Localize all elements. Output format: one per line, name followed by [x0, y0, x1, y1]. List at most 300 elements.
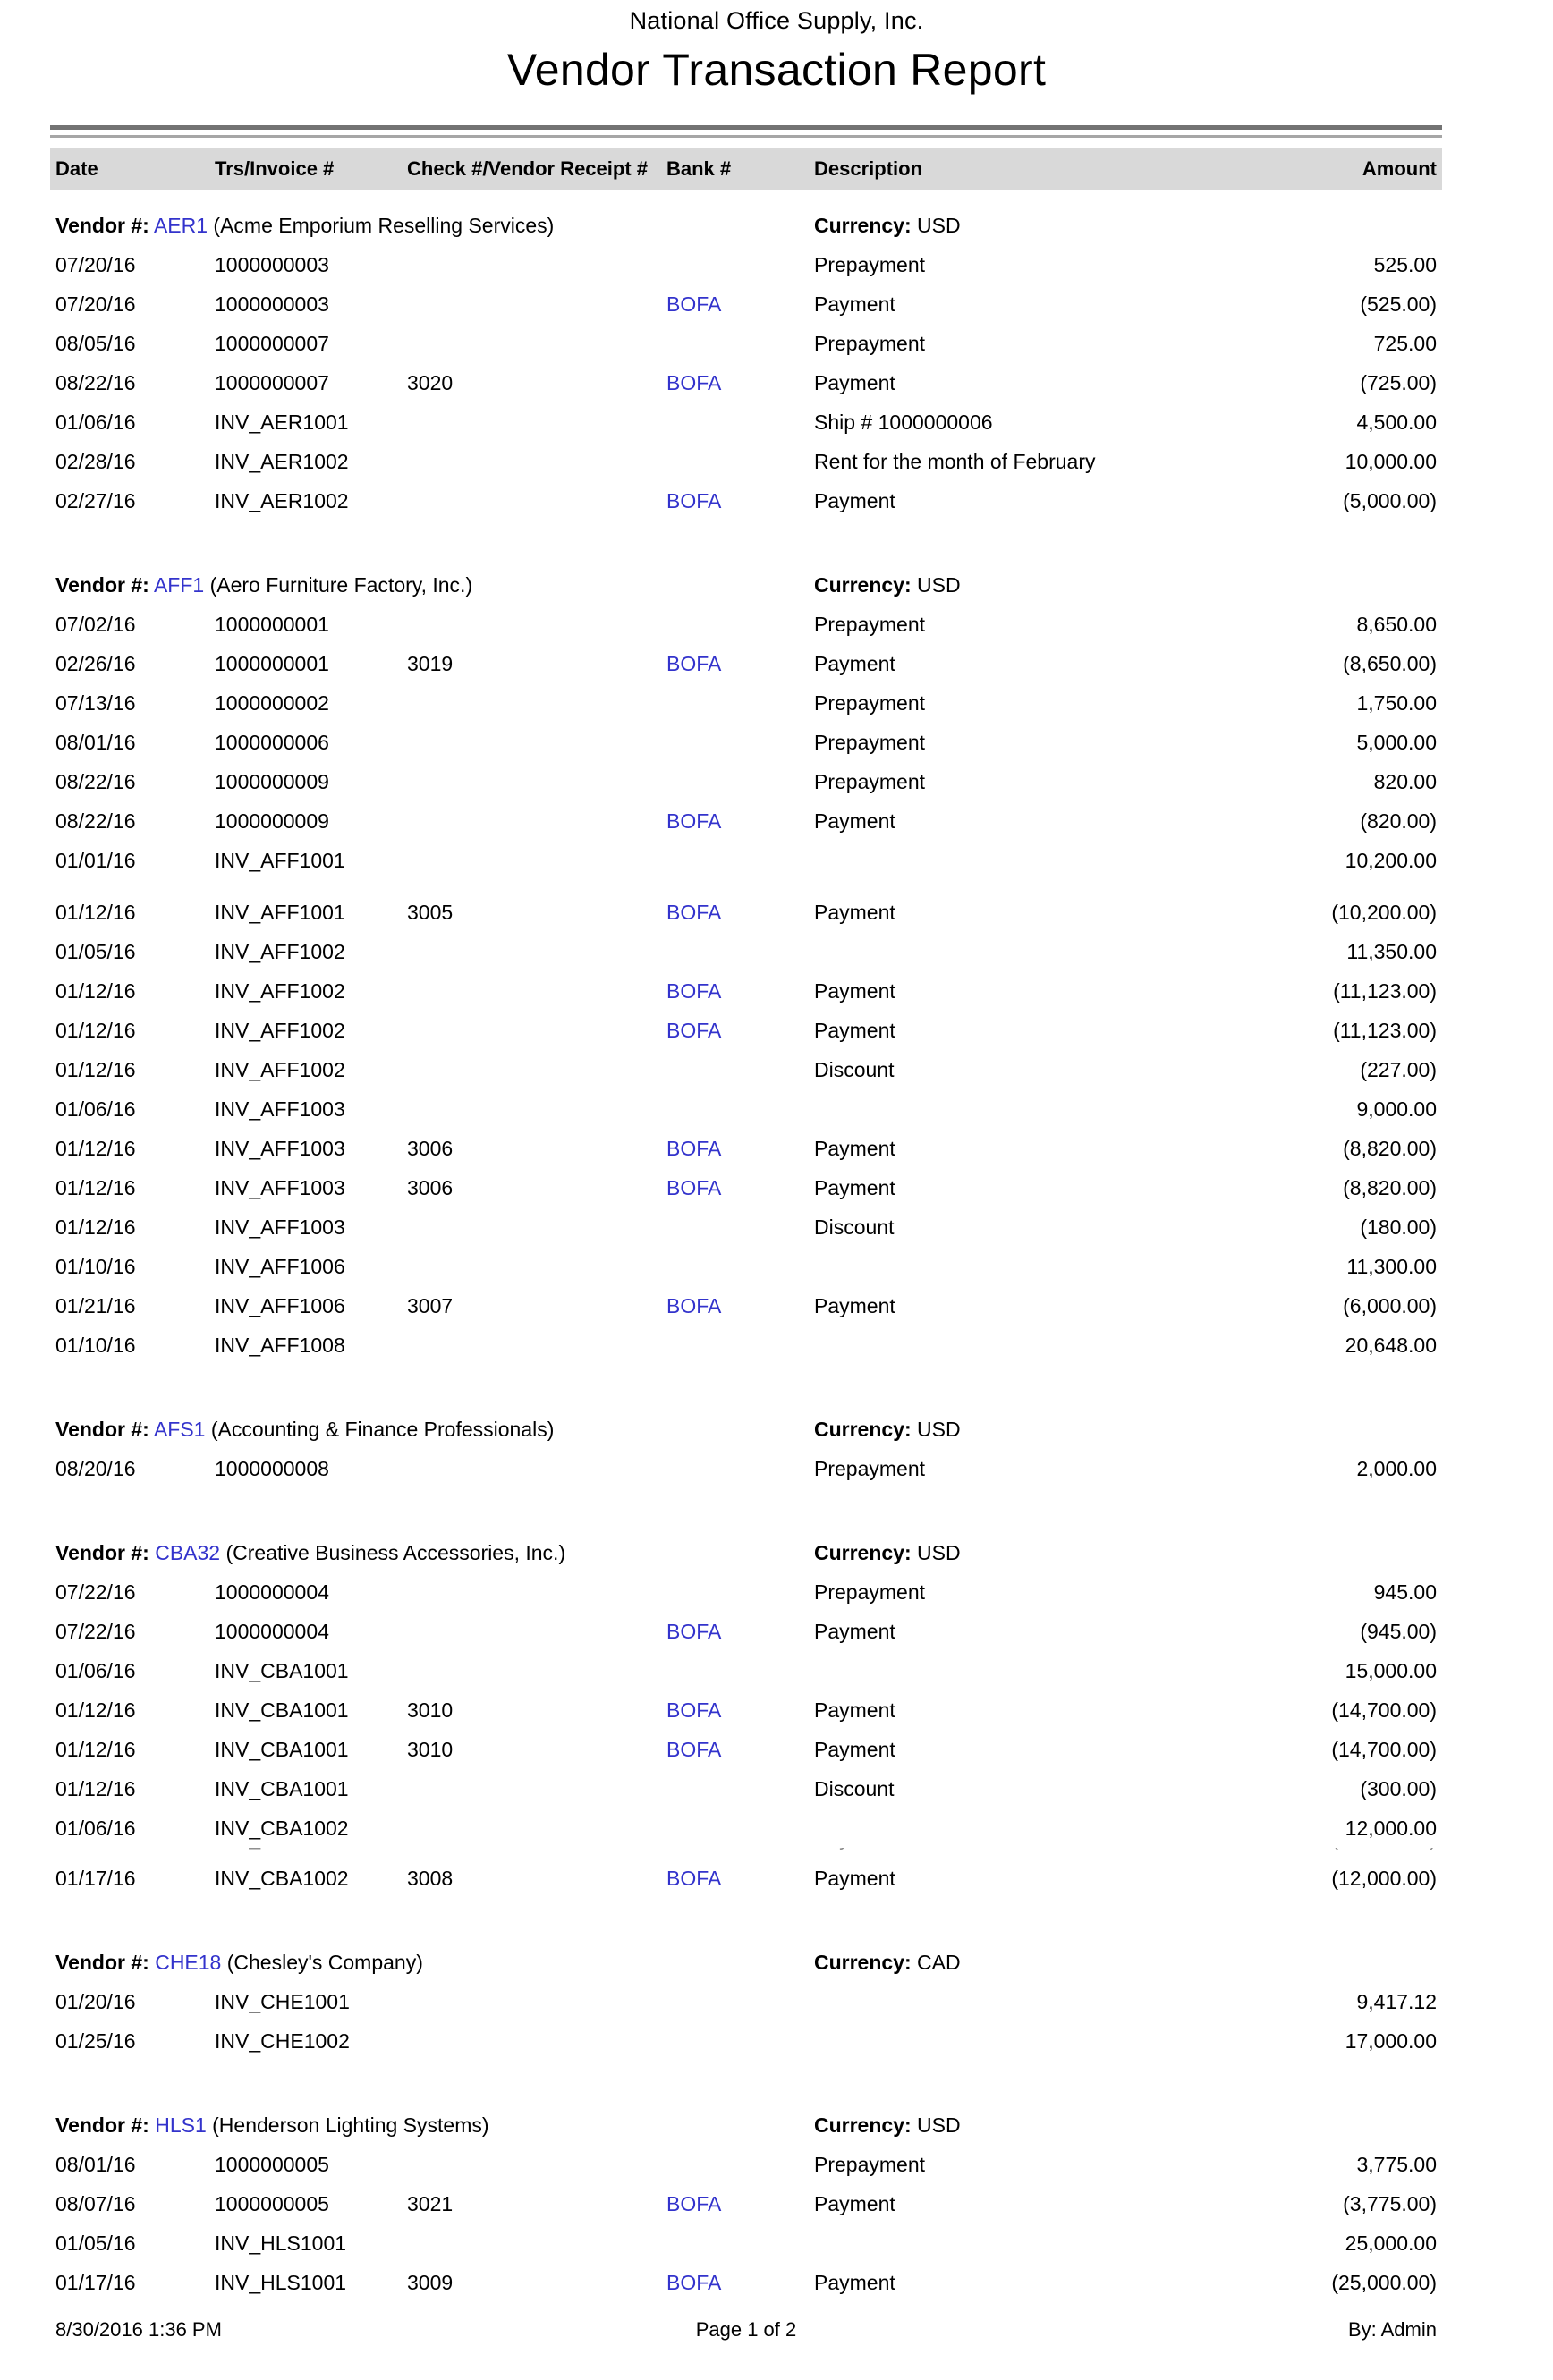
cell-date: 02/28/16 [55, 449, 136, 473]
cell-description: Ship # 1000000006 [814, 410, 993, 434]
cell-trs-invoice: 1000000004 [215, 1580, 329, 1604]
cell-date: 08/22/16 [55, 809, 136, 833]
column-header-trs-invoice: Trs/Invoice # [215, 157, 335, 180]
cell-amount: 3,775.00 [1356, 2152, 1437, 2176]
cell-description: Payment [814, 809, 895, 833]
cell-trs-invoice: INV_CHE1001 [215, 1989, 350, 2013]
currency-group [814, 214, 1442, 238]
transaction-row [50, 1690, 1442, 1730]
transaction-row [50, 1612, 1442, 1651]
cell-trs-invoice: INV_AFF1003 [215, 1215, 345, 1239]
column-header-date: Date [55, 157, 98, 180]
page-title: Vendor Transaction Report [506, 45, 1047, 95]
currency-code: USD [917, 2113, 961, 2137]
transaction-row [50, 1011, 1442, 1050]
bank-code-link[interactable]: BOFA [666, 1866, 722, 1890]
cell-date: 01/12/16 [55, 1175, 136, 1199]
cell-amount: (3,775.00) [1343, 2191, 1437, 2215]
cell-date: 08/20/16 [55, 1456, 136, 1480]
cell-trs-invoice: 1000000007 [215, 370, 329, 394]
cell-date: 08/22/16 [55, 370, 136, 394]
cell-description: Payment [814, 900, 895, 924]
currency-prefix-label: Currency: [814, 2113, 912, 2137]
cell-check-number: 3021 [407, 2191, 454, 2215]
bank-code-link[interactable]: BOFA [666, 1175, 722, 1199]
cell-trs-invoice: 1000000002 [215, 690, 329, 715]
currency-code: CAD [917, 1950, 961, 1974]
cell-amount: 5,000.00 [1356, 730, 1437, 754]
vendor-prefix-label: Vendor #: [55, 1950, 149, 1974]
footer-generated-by: By: Admin [1347, 2318, 1437, 2341]
cell-amount: 525.00 [1373, 252, 1437, 276]
cell-trs-invoice: 1000000005 [215, 2152, 329, 2176]
cell-amount: (945.00) [1360, 1619, 1437, 1643]
vendor-section [50, 1943, 1442, 2061]
transaction-row [50, 801, 1442, 841]
vendor-prefix-label: Vendor #: [55, 2113, 149, 2137]
cell-date: 01/12/16 [55, 1215, 136, 1239]
vendor-prefix-label: Vendor #: [55, 1540, 149, 1564]
transaction-row [50, 2263, 1442, 2302]
cell-bank [666, 292, 814, 317]
cell-amount [1120, 1848, 1442, 1851]
transaction-row [50, 1286, 1442, 1326]
cell-amount: 725.00 [1373, 331, 1437, 355]
vendor-header-row [50, 1533, 1442, 1572]
cell-trs-invoice: INV_AFF1006 [215, 1254, 345, 1278]
cell-description: Payment [814, 978, 895, 1003]
vendor-name: (Creative Business Accessories, Inc.) [225, 1540, 566, 1564]
cell-date: 02/26/16 [55, 651, 136, 675]
currency-prefix-label: Currency: [814, 1417, 912, 1441]
cell-check-number: 3010 [407, 1737, 454, 1761]
transaction-row [50, 1859, 1442, 1898]
vendor-header-row [50, 565, 1442, 605]
transaction-row [50, 1808, 1442, 1848]
transaction-row [50, 1572, 1442, 1612]
cell-amount: (11,123.00) [1333, 1018, 1437, 1042]
cell-bank [666, 1848, 814, 1851]
cell-date: 01/06/16 [55, 1097, 136, 1121]
cell-amount: (725.00) [1360, 370, 1437, 394]
vendor-name: (Acme Emporium Reselling Services) [213, 213, 555, 237]
cell-amount: 11,300.00 [1346, 1254, 1437, 1278]
currency-prefix-label: Currency: [814, 1950, 912, 1974]
cell-amount: 8,650.00 [1356, 612, 1437, 636]
cell-amount: (180.00) [1360, 1215, 1437, 1239]
currency-prefix-label: Currency: [814, 572, 912, 597]
bank-code-link[interactable]: BOFA [666, 651, 722, 675]
transaction-row [50, 1982, 1442, 2021]
cell-amount: 945.00 [1373, 1580, 1437, 1604]
cell-check-number: 3007 [407, 1293, 454, 1317]
cell-date: 01/01/16 [55, 848, 136, 872]
cell-description: Payment [814, 651, 895, 675]
column-header-amount: Amount [1362, 157, 1437, 180]
cell-description: Payment [814, 488, 895, 512]
transaction-row [50, 1247, 1442, 1286]
cell-date [50, 1848, 215, 1851]
vendor-code-link[interactable]: AFS1 [153, 1417, 206, 1441]
cell-bank [666, 2271, 814, 2295]
column-header-check: Check #/Vendor Receipt # [407, 157, 648, 180]
transaction-row [50, 893, 1442, 932]
bank-code-link[interactable]: BOFA [666, 809, 722, 833]
transaction-row [50, 841, 1442, 880]
bank-code-link[interactable]: BOFA [666, 1018, 722, 1042]
cell-trs-invoice: INV_AFF1001 [215, 900, 345, 924]
cell-trs-invoice: 1000000001 [215, 651, 329, 675]
transaction-row [50, 1050, 1442, 1089]
transaction-row [50, 284, 1442, 324]
cell-amount: 2,000.00 [1356, 1456, 1437, 1480]
cell-trs-invoice: INV_AFF1002 [215, 1018, 345, 1042]
vendor-code-link[interactable]: AFF1 [153, 572, 205, 597]
cell-amount: (300.00) [1360, 1776, 1437, 1800]
vendor-section [50, 206, 1442, 521]
transaction-row [50, 402, 1442, 442]
cell-description: Prepayment [814, 612, 926, 636]
cell-bank [666, 489, 814, 513]
cell-bank [666, 1738, 814, 1762]
cell-date: 07/20/16 [55, 292, 136, 316]
transaction-row [50, 1730, 1442, 1769]
cell-amount: (227.00) [1360, 1057, 1437, 1081]
cell-check-number [407, 1848, 666, 1851]
vendor-name: (Accounting & Finance Professionals) [210, 1417, 555, 1441]
cell-bank [666, 2192, 814, 2216]
cell-description: Prepayment [814, 730, 926, 754]
transaction-row [50, 605, 1442, 644]
bank-code-link[interactable]: BOFA [666, 292, 722, 316]
cell-trs-invoice: 1000000005 [215, 2191, 329, 2215]
cell-date: 07/13/16 [55, 690, 136, 715]
currency-group [814, 2113, 1442, 2138]
cell-amount: (10,200.00) [1331, 900, 1437, 924]
cell-description: Discount [814, 1776, 895, 1800]
cell-date: 01/20/16 [55, 1989, 136, 2013]
cell-date: 01/10/16 [55, 1333, 136, 1357]
cell-date: 01/12/16 [55, 1737, 136, 1761]
cell-description: Prepayment [814, 252, 926, 276]
cell-description: Payment [814, 1175, 895, 1199]
transaction-row [50, 1089, 1442, 1129]
cell-date: 07/02/16 [55, 612, 136, 636]
vendor-id-group [50, 2113, 814, 2138]
cell-amount: (6,000.00) [1343, 1293, 1437, 1317]
vendor-section [50, 1533, 1442, 1898]
cell-date: 01/12/16 [55, 1776, 136, 1800]
footer-page-number: Page 1 of 2 [695, 2318, 797, 2341]
cell-date: 01/12/16 [55, 1057, 136, 1081]
cell-description: Payment [814, 1619, 895, 1643]
vendor-header-row [50, 1410, 1442, 1449]
cell-amount: 4,500.00 [1356, 410, 1437, 434]
transaction-row [50, 723, 1442, 762]
bank-code-link[interactable]: BOFA [666, 2270, 722, 2294]
cell-bank [666, 1294, 814, 1318]
bank-code-link[interactable]: BOFA [666, 1293, 722, 1317]
transaction-row [50, 2223, 1442, 2263]
cell-bank [666, 1019, 814, 1043]
vendor-id-group [50, 1418, 814, 1442]
cell-date: 01/12/16 [55, 900, 136, 924]
transaction-row [50, 932, 1442, 971]
cell-amount: 12,000.00 [1345, 1816, 1437, 1840]
transaction-row [50, 2145, 1442, 2184]
currency-prefix-label: Currency: [814, 213, 912, 237]
vendor-code-link[interactable]: CHE18 [155, 1950, 222, 1974]
cell-date: 07/22/16 [55, 1580, 136, 1604]
cell-trs-invoice: INV_AFF1003 [215, 1097, 345, 1121]
bank-code-link[interactable]: BOFA [666, 1698, 722, 1722]
cell-bank [666, 652, 814, 676]
cell-description: Payment [814, 1136, 895, 1160]
cell-date: 01/12/16 [55, 978, 136, 1003]
cell-date: 01/21/16 [55, 1293, 136, 1317]
currency-group [814, 1541, 1442, 1565]
cell-description: Prepayment [814, 1580, 926, 1604]
transaction-row [50, 324, 1442, 363]
cell-trs-invoice: INV_AFF1001 [215, 848, 345, 872]
currency-code: USD [917, 1540, 961, 1564]
cell-trs-invoice: 1000000003 [215, 252, 329, 276]
cell-description: Payment [814, 1866, 895, 1890]
transaction-row [50, 971, 1442, 1011]
cell-description: Payment [814, 2191, 895, 2215]
currency-group [814, 573, 1442, 597]
cell-description: Discount [814, 1057, 895, 1081]
cell-trs-invoice: INV_AER1002 [215, 488, 349, 512]
cell-description: Prepayment [814, 1456, 926, 1480]
cell-amount: (11,123.00) [1333, 978, 1437, 1003]
cell-description: Payment [814, 1293, 895, 1317]
vendor-sections [50, 206, 1442, 2302]
cell-bank [666, 1137, 814, 1161]
vendor-prefix-label: Vendor #: [55, 572, 149, 597]
cell-trs-invoice: INV_AFF1003 [215, 1175, 345, 1199]
cell-amount: (820.00) [1360, 809, 1437, 833]
footer-generated-datetime: 8/30/2016 1:36 PM [55, 2318, 222, 2341]
vendor-section [50, 565, 1442, 1365]
bank-code-link[interactable]: BOFA [666, 370, 722, 394]
cell-description: Prepayment [814, 2152, 926, 2176]
cell-description: Payment [814, 1737, 895, 1761]
cell-trs-invoice: INV_AFF1006 [215, 1293, 345, 1317]
cell-trs-invoice [215, 1848, 407, 1851]
company-name: National Office Supply, Inc. [629, 7, 924, 34]
cell-date: 07/20/16 [55, 252, 136, 276]
cell-trs-invoice: 1000000006 [215, 730, 329, 754]
cell-amount: (14,700.00) [1331, 1698, 1437, 1722]
cell-trs-invoice: INV_CBA1001 [215, 1737, 349, 1761]
cell-date: 01/06/16 [55, 1816, 136, 1840]
bank-code-link[interactable]: BOFA [666, 1737, 722, 1761]
cell-date: 08/01/16 [55, 2152, 136, 2176]
cell-date: 01/10/16 [55, 1254, 136, 1278]
transaction-row [50, 1168, 1442, 1207]
bank-code-link[interactable]: BOFA [666, 488, 722, 512]
cell-amount: 20,648.00 [1345, 1333, 1437, 1357]
cell-check-number: 3006 [407, 1136, 454, 1160]
cell-trs-invoice: 1000000009 [215, 769, 329, 793]
vendor-name: (Chesley's Company) [226, 1950, 423, 1974]
cell-amount: (14,700.00) [1331, 1737, 1437, 1761]
cell-date: 08/05/16 [55, 331, 136, 355]
cell-description: Rent for the month of February [814, 449, 1096, 473]
cell-amount: 15,000.00 [1345, 1658, 1437, 1682]
cell-trs-invoice: INV_HLS1001 [215, 2270, 347, 2294]
cell-bank [666, 979, 814, 1004]
report-footer [50, 2318, 1442, 2342]
cell-trs-invoice: 1000000003 [215, 292, 329, 316]
currency-prefix-label: Currency: [814, 1540, 912, 1564]
cell-date: 01/06/16 [55, 1658, 136, 1682]
cell-date: 08/07/16 [55, 2191, 136, 2215]
cell-amount: (8,650.00) [1343, 651, 1437, 675]
cell-trs-invoice: INV_CBA1001 [215, 1776, 349, 1800]
bank-code-link[interactable]: BOFA [666, 978, 722, 1003]
transaction-row [50, 644, 1442, 683]
bank-code-link[interactable]: BOFA [666, 2191, 722, 2215]
cell-bank [666, 1620, 814, 1644]
currency-code: USD [917, 213, 961, 237]
vendor-header-row [50, 2105, 1442, 2145]
vendor-header-row [50, 206, 1442, 245]
bank-code-link[interactable] [666, 1848, 721, 1850]
cell-amount: (8,820.00) [1343, 1175, 1437, 1199]
cell-description: Prepayment [814, 331, 926, 355]
cell-bank [666, 1867, 814, 1891]
vendor-name: (Aero Furniture Factory, Inc.) [209, 572, 473, 597]
cell-trs-invoice: INV_AFF1008 [215, 1333, 345, 1357]
cell-amount: (12,000.00) [1331, 1866, 1437, 1890]
bank-code-link[interactable]: BOFA [666, 1619, 722, 1643]
vendor-prefix-label: Vendor #: [55, 213, 149, 237]
cell-check-number: 3009 [407, 2270, 454, 2294]
cell-trs-invoice: INV_HLS1001 [215, 2231, 347, 2255]
cell-description: Payment [814, 1018, 895, 1042]
cell-trs-invoice: INV_AFF1002 [215, 978, 345, 1003]
cell-description: Prepayment [814, 769, 926, 793]
vendor-header-row [50, 1943, 1442, 1982]
vendor-prefix-label: Vendor #: [55, 1417, 149, 1441]
cell-date: 01/05/16 [55, 939, 136, 963]
vendor-code-link[interactable]: HLS1 [155, 2113, 207, 2137]
cell-trs-invoice: INV_CBA1002 [215, 1816, 349, 1840]
cell-bank [666, 371, 814, 395]
cell-amount: (8,820.00) [1343, 1136, 1437, 1160]
cell-amount: 820.00 [1373, 769, 1437, 793]
transaction-row [50, 1651, 1442, 1690]
transaction-row [50, 481, 1442, 521]
transaction-row [50, 1848, 1442, 1858]
cell-date: 01/12/16 [55, 1698, 136, 1722]
transaction-row [50, 1449, 1442, 1488]
top-rule-light [50, 135, 1442, 138]
cell-check-number: 3008 [407, 1866, 454, 1890]
cell-check-number: 3020 [407, 370, 454, 394]
cell-description: Discount [814, 1215, 895, 1239]
vendor-section [50, 2105, 1442, 2302]
bank-code-link[interactable]: BOFA [666, 1136, 722, 1160]
cell-amount: 1,750.00 [1356, 690, 1437, 715]
cell-bank [666, 901, 814, 925]
cell-trs-invoice: INV_CBA1002 [215, 1866, 349, 1890]
cell-date: 01/05/16 [55, 2231, 136, 2255]
transaction-row [50, 442, 1442, 481]
column-header-bank: Bank # [666, 157, 732, 180]
cell-bank [666, 1698, 814, 1723]
transaction-row [50, 245, 1442, 284]
vendor-section [50, 1410, 1442, 1488]
currency-group [814, 1418, 1442, 1442]
cell-date: 01/17/16 [55, 1866, 136, 1890]
currency-code: USD [917, 1417, 961, 1441]
cell-bank [666, 1176, 814, 1200]
cell-date: 01/12/16 [55, 1136, 136, 1160]
cell-amount: 9,000.00 [1356, 1097, 1437, 1121]
cell-amount: (525.00) [1360, 292, 1437, 316]
cell-amount: (5,000.00) [1343, 488, 1437, 512]
currency-code: USD [917, 572, 961, 597]
cell-trs-invoice: INV_AFF1002 [215, 939, 345, 963]
cell-trs-invoice: 1000000004 [215, 1619, 329, 1643]
cell-date: 02/27/16 [55, 488, 136, 512]
cell-trs-invoice: INV_CBA1001 [215, 1698, 349, 1722]
cell-trs-invoice: INV_AER1001 [215, 410, 349, 434]
cell-date: 01/17/16 [55, 2270, 136, 2294]
cell-amount: 11,350.00 [1346, 939, 1437, 963]
cell-check-number: 3010 [407, 1698, 454, 1722]
vendor-id-group [50, 573, 814, 597]
vendor-code-link[interactable]: CBA32 [155, 1540, 221, 1564]
cell-amount: 17,000.00 [1345, 2029, 1437, 2053]
vendor-code-link[interactable]: AER1 [153, 213, 208, 237]
clipped-row-artifact [50, 1848, 1442, 1859]
transaction-row [50, 1769, 1442, 1808]
cell-description: Payment [814, 370, 895, 394]
vendor-id-group [50, 1951, 814, 1975]
transaction-row [50, 1326, 1442, 1365]
transaction-row [50, 2021, 1442, 2061]
cell-date: 01/12/16 [55, 1018, 136, 1042]
transaction-row [50, 683, 1442, 723]
cell-description: Payment [814, 1698, 895, 1722]
top-rule-dark [50, 125, 1442, 130]
transaction-row [50, 1129, 1442, 1168]
cell-bank [666, 809, 814, 834]
cell-date: 08/01/16 [55, 730, 136, 754]
cell-amount: 25,000.00 [1345, 2231, 1437, 2255]
transaction-row [50, 363, 1442, 402]
currency-group [814, 1951, 1442, 1975]
cell-date: 07/22/16 [55, 1619, 136, 1643]
cell-description [814, 1848, 1120, 1851]
cell-trs-invoice: 1000000007 [215, 331, 329, 355]
cell-trs-invoice: INV_CHE1002 [215, 2029, 350, 2053]
cell-trs-invoice: INV_AFF1002 [215, 1057, 345, 1081]
bank-code-link[interactable]: BOFA [666, 900, 722, 924]
report-table [50, 125, 1442, 2302]
cell-amount: 10,200.00 [1345, 848, 1437, 872]
transaction-row [50, 1207, 1442, 1247]
cell-check-number: 3006 [407, 1175, 454, 1199]
cell-description: Payment [814, 2270, 895, 2294]
vendor-name: (Henderson Lighting Systems) [212, 2113, 489, 2137]
cell-check-number: 3005 [407, 900, 454, 924]
cell-trs-invoice: INV_AFF1003 [215, 1136, 345, 1160]
